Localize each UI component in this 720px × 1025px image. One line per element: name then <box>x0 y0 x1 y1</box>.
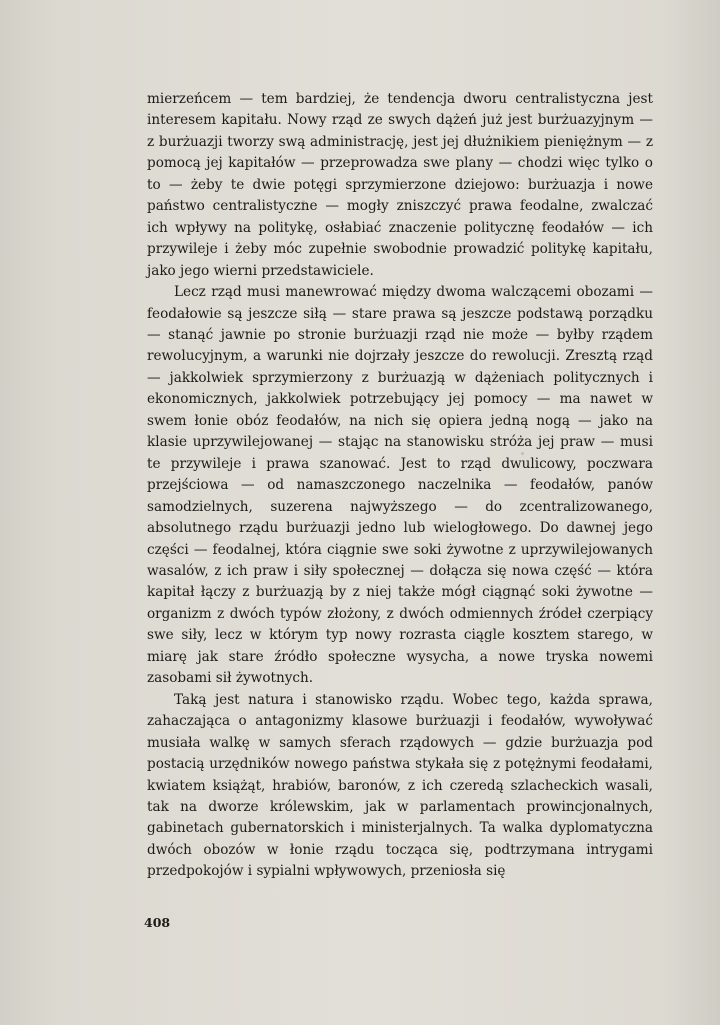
page-number: 408 <box>144 915 171 930</box>
body-text <box>147 89 653 883</box>
paragraph-2: Lecz rząd musi manewrować między dwoma walczącemi obozami — feodałowie są jeszcze siłą — stare prawa są jeszcze podstawą porządku — stanąć jawnie po stronie burżuazji rząd nie może — byłby rządem rewolucyjnym, a warunki nie dojrzały jeszcze do rewolucji. Zresztą rząd — jakkolwiek sprzymierzony z burżuazją w dążeniach politycznych i ekonomicznych, jakkolwiek potrzebujący jej pomocy — ma nawet w swem łonie obóz feodałów, na nich się opiera jedną nogą — jako na klasie uprzywilejowanej — stając na stanowisku stróża jej praw — musi te przywileje i prawa szanować. Jest to rząd dwulicowy, poczwara przejściowa — od namaszczonego naczelnika — feodałów, panów samodzielnych, suzerena najwyższego — do zcentralizowanego, absolutnego rządu burżuazji jedno lub wielogłowego. Do dawnej jego części — feodalnej, która ciągnie swe soki żywotne z uprzywilejowanych wasalów, z ich praw i siły społecznej — dołącza się nowa część — która kapitał łączy z burżuazją by z niej także mógł ciągnąć soki żywotne — organizm z dwóch typów złożony, z dwóch odmiennych źródeł czerpiący swe siły, lecz w którym typ nowy rozrasta ciągle kosztem starego, w miarę jak stare źródło społeczne wysycha, a nowe tryska nowemi zasobami sił żywotnych. <box>147 284 653 687</box>
paragraph-1: mierzeńcem — tem bardziej, że tendencja dworu centralistyczna jest interesem kapitału. Nowy rząd ze swych dążeń już jest burżuazyjnym — z burżuazji tworzy swą administrację, jest jej dłużnikiem pieniężnym — z pomocą jej kapitałów — przeprowadza swe plany — chodzi więc tylko o to — żeby te dwie potęgi sprzymierzone dziejowo: burżuazja i nowe państwo centralistyczne — mogły zniszczyć prawa feodalne, zwalczać ich wpływy na politykę, osłabiać znaczenie politycznę feodałów — ich przywileje i żeby móc zupełnie swobodnie prowadzić politykę kapitału, jako jego wierni przedstawiciele. <box>147 91 653 279</box>
paragraph-3: Taką jest natura i stanowisko rządu. Wobec tego, każda sprawa, zahaczająca o antagonizmy klasowe burżuazji i feodałów, wywoływać musiała walkę w samych sferach rządowych — gdzie burżuazja pod postacią urzędników nowego państwa stykała się z potężnymi feodałami, kwiatem książąt, hrabiów, baronów, z ich czeredą szlacheckich wasali, tak na dworze królewskim, jak w parlamentach prowincjonalnych, gabinetach gubernatorskich i ministerjalnych. Ta walka dyplomatyczna dwóch obozów w łonie rządu tocząca się, podtrzymana intrygami przedpokojów i sypialni wpływowych, przeniosła się <box>147 691 653 880</box>
